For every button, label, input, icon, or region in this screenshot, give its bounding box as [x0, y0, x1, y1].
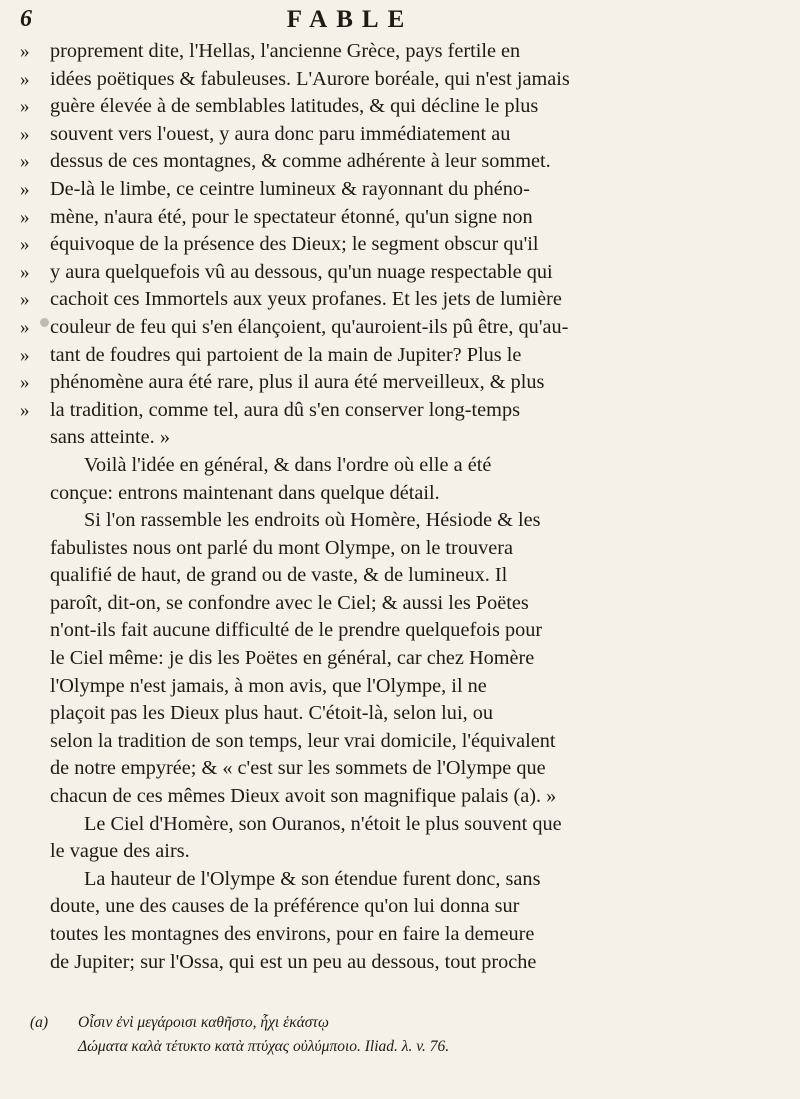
- line-text: Si l'on rassemble les endroits où Homère, Hésiode & les: [84, 509, 541, 532]
- text-line: [20, 562, 800, 590]
- line-text: cachoit ces Immortels aux yeux profanes. Et les jets de lumière: [50, 288, 562, 311]
- text-line: [20, 204, 800, 232]
- footnote-mark: (a): [30, 1014, 49, 1031]
- text-line: [20, 397, 800, 425]
- quote-mark: »: [20, 96, 30, 118]
- text-line: [20, 176, 800, 204]
- text-line: [20, 673, 800, 701]
- line-text: idées poëtiques & fabuleuses. L'Aurore boréale, qui n'est jamais: [50, 67, 570, 90]
- line-text: couleur de feu qui s'en élançoient, qu'auroient-ils pû être, qu'au-: [50, 315, 569, 338]
- line-text: le vague des airs.: [50, 840, 190, 863]
- text-line: [20, 286, 800, 314]
- body-text: [20, 38, 800, 976]
- quote-mark: »: [20, 316, 30, 338]
- line-text: équivoque de la présence des Dieux; le segment obscur qu'il: [50, 233, 539, 256]
- text-line: [20, 342, 800, 370]
- quote-mark: »: [20, 123, 30, 145]
- footnote-greek-verse: Οἶσιν ἐνὶ μεγάροισι καθῆστο, ἧχι ἑκάστῳ: [78, 1014, 329, 1031]
- footnote: [20, 1011, 800, 1059]
- paragraph-start-line: [20, 507, 800, 535]
- line-text: paroît, dit-on, se confondre avec le Ciel; & aussi les Poëtes: [50, 591, 529, 614]
- quote-mark: »: [20, 41, 30, 62]
- line-text: souvent vers l'ouest, y aura donc paru immédiatement au: [50, 122, 511, 145]
- text-line: [20, 259, 800, 287]
- quote-mark: »: [20, 261, 30, 283]
- paragraph-start-line: [20, 811, 800, 839]
- text-line: [20, 480, 800, 508]
- ink-blot: [40, 318, 49, 327]
- quote-mark: »: [20, 399, 30, 421]
- line-text: doute, une des causes de la préférence qu'on lui donna sur: [50, 895, 520, 918]
- text-line: [20, 949, 800, 977]
- footnote-line: [20, 1035, 800, 1059]
- paragraph-start-line: [20, 452, 800, 480]
- line-text: de notre empyrée; & « c'est sur les sommets de l'Olympe que: [50, 757, 546, 780]
- line-text: mène, n'aura été, pour le spectateur étonné, qu'un signe non: [50, 205, 533, 228]
- text-line: [20, 838, 800, 866]
- text-line: [20, 755, 800, 783]
- quote-mark: »: [20, 206, 30, 228]
- text-line: [20, 700, 800, 728]
- text-line: [20, 148, 800, 176]
- text-line: [20, 231, 800, 259]
- quote-mark: »: [20, 344, 30, 366]
- quote-mark: »: [20, 372, 30, 394]
- text-line: [20, 66, 800, 94]
- text-line: [20, 645, 800, 673]
- line-text: guère élevée à de semblables latitudes, & qui décline le plus: [50, 95, 539, 118]
- line-text: tant de foudres qui partoient de la main de Jupiter? Plus le: [50, 343, 522, 366]
- line-text: dessus de ces montagnes, & comme adhérente à leur sommet.: [50, 150, 551, 173]
- line-text: plaçoit pas les Dieux plus haut. C'étoit-là, selon lui, ou: [50, 702, 494, 725]
- line-text: fabulistes nous ont parlé du mont Olympe, on le trouvera: [50, 536, 513, 559]
- line-text: selon la tradition de son temps, leur vrai domicile, l'équivalent: [50, 729, 556, 752]
- text-line: [20, 369, 800, 397]
- text-line: [20, 728, 800, 756]
- footnote-line: [20, 1011, 800, 1035]
- paragraph-start-line: [20, 866, 800, 894]
- text-line: [20, 535, 800, 563]
- line-text: Voilà l'idée en général, & dans l'ordre où elle a été: [84, 453, 492, 476]
- line-text: La hauteur de l'Olympe & son étendue furent donc, sans: [84, 867, 541, 890]
- text-line: [20, 590, 800, 618]
- running-head: FABLE: [286, 6, 414, 33]
- line-text: proprement dite, l'Hellas, l'ancienne Grèce, pays fertile en: [50, 40, 521, 62]
- page-number: 6: [20, 6, 32, 32]
- text-line: [20, 921, 800, 949]
- quote-mark: »: [20, 68, 30, 90]
- line-text: le Ciel même: je dis les Poëtes en général, car chez Homère: [50, 647, 535, 670]
- footnote-greek-verse: Δώματα καλὰ τέτυκτο κατὰ πτύχας οὐλύμποιο. Iliad. λ. v. 76.: [78, 1038, 450, 1055]
- text-line: [20, 893, 800, 921]
- line-text: Le Ciel d'Homère, son Ouranos, n'étoit le plus souvent que: [84, 812, 562, 835]
- text-line: [20, 617, 800, 645]
- line-text: la tradition, comme tel, aura dû s'en conserver long-temps: [50, 398, 520, 421]
- line-text: phénomène aura été rare, plus il aura été merveilleux, & plus: [50, 371, 545, 394]
- quote-mark: »: [20, 178, 30, 200]
- line-text: toutes les montagnes des environs, pour en faire la demeure: [50, 923, 535, 945]
- line-text: De-là le limbe, ce ceintre lumineux & rayonnant du phéno-: [50, 177, 530, 200]
- text-line: [20, 121, 800, 149]
- line-text: qualifié de haut, de grand ou de vaste, & de lumineux. Il: [50, 564, 508, 587]
- text-line: [20, 93, 800, 121]
- text-line: [20, 783, 800, 811]
- quote-mark: »: [20, 151, 30, 173]
- quote-mark: »: [20, 234, 30, 256]
- line-text: conçue: entrons maintenant dans quelque détail.: [50, 481, 440, 504]
- page-header: [0, 6, 800, 36]
- line-text: n'ont-ils fait aucune difficulté de le prendre quelquefois pour: [50, 619, 543, 642]
- quote-mark: »: [20, 289, 30, 311]
- line-text: l'Olympe n'est jamais, à mon avis, que l'Olympe, il ne: [50, 674, 487, 697]
- text-line: [20, 314, 800, 342]
- text-line: [20, 424, 800, 452]
- line-text: chacun de ces mêmes Dieux avoit son magnifique palais (a). »: [50, 785, 557, 808]
- line-text: de Jupiter; sur l'Ossa, qui est un peu au dessous, tout proche: [50, 950, 537, 973]
- line-text: sans atteinte. »: [50, 426, 170, 449]
- line-text: y aura quelquefois vû au dessous, qu'un nuage respectable qui: [50, 260, 553, 283]
- text-line: [20, 38, 800, 66]
